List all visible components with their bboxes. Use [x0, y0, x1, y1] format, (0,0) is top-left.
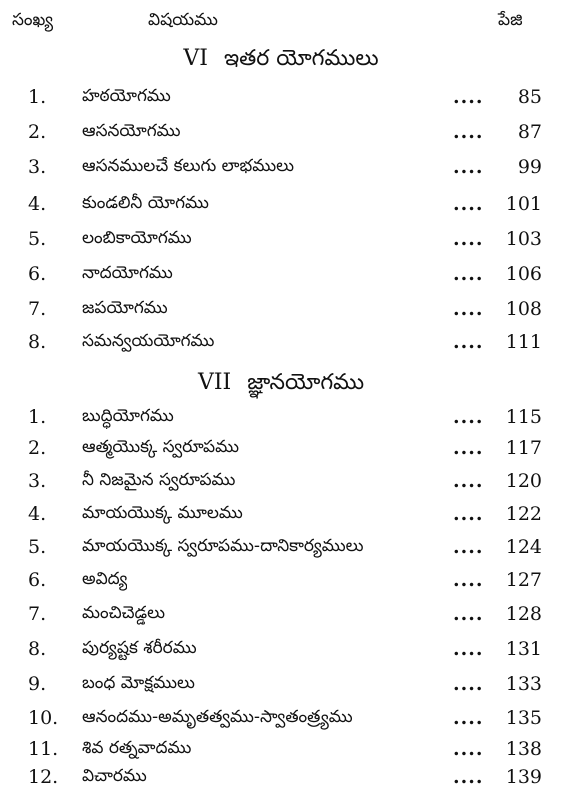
- entry-leader-dots: ....: [453, 470, 484, 492]
- toc-entry: [0, 766, 562, 800]
- entry-title: ఆసనములచే కలుగు లాభములు: [82, 156, 295, 176]
- entry-number: 1.: [28, 406, 47, 428]
- entry-title: ఆసనయోగము: [82, 121, 181, 141]
- entry-number: 4.: [28, 503, 47, 525]
- entry-leader-dots: ....: [453, 437, 484, 459]
- entry-page-number: 106: [505, 263, 542, 285]
- entry-page-number: 111: [505, 331, 542, 353]
- entry-page-number: 127: [505, 569, 542, 591]
- toc-entry: [0, 638, 562, 672]
- entry-leader-dots: ....: [453, 121, 484, 143]
- toc-entry: [0, 406, 562, 440]
- entry-title: జపయోగము: [82, 298, 168, 318]
- toc-entry: [0, 228, 562, 262]
- entry-page-number: 139: [505, 766, 542, 788]
- entry-title: నీ నిజమైన స్వరూపము: [82, 470, 236, 490]
- entry-leader-dots: ....: [453, 86, 484, 108]
- entry-title: లంబికాయోగము: [82, 228, 192, 248]
- entry-number: 7.: [28, 603, 47, 625]
- entry-page-number: 131: [505, 638, 542, 660]
- entry-number: 6.: [28, 263, 47, 285]
- toc-entry: [0, 331, 562, 365]
- entry-number: 8.: [28, 331, 47, 353]
- entry-page-number: 138: [505, 738, 542, 760]
- entry-page-number: 124: [505, 536, 542, 558]
- section-heading-vi: [0, 46, 562, 76]
- entry-page-number: 99: [517, 156, 542, 178]
- toc-entry: [0, 263, 562, 297]
- entry-page-number: 103: [505, 228, 542, 250]
- toc-entry: [0, 193, 562, 227]
- toc-entry: [0, 437, 562, 471]
- entry-leader-dots: ....: [453, 331, 484, 353]
- entry-title: బుద్ధియోగము: [82, 406, 174, 426]
- entry-number: 5.: [28, 228, 47, 250]
- column-header-number: సంఖ్య: [12, 10, 53, 30]
- entry-number: 4.: [28, 193, 47, 215]
- toc-entry: [0, 503, 562, 537]
- entry-number: 11.: [28, 738, 59, 760]
- entry-page-number: 85: [517, 86, 542, 108]
- entry-title: సమన్వయయోగము: [82, 331, 215, 351]
- column-header-page: పేజి: [498, 10, 523, 30]
- section-title-text: జ్ఞానయోగము: [247, 370, 365, 395]
- entry-leader-dots: ....: [453, 193, 484, 215]
- entry-title: ఆనందము-అమృతత్వము-స్వాతంత్ర్యము: [82, 707, 353, 727]
- column-header-subject: విషయము: [148, 10, 218, 30]
- entry-title: ఆత్మయొక్క స్వరూపము: [82, 437, 239, 457]
- entry-leader-dots: ....: [453, 707, 484, 729]
- toc-entry: [0, 298, 562, 332]
- toc-entry: [0, 470, 562, 504]
- entry-leader-dots: ....: [453, 569, 484, 591]
- entry-title: మంచిచెడ్డలు: [82, 603, 166, 623]
- entry-title: విచారము: [82, 766, 147, 786]
- entry-leader-dots: ....: [453, 406, 484, 428]
- entry-title: హఠయోగము: [82, 86, 171, 106]
- entry-number: 2.: [28, 121, 47, 143]
- entry-leader-dots: ....: [453, 228, 484, 250]
- entry-number: 9.: [28, 673, 47, 695]
- entry-number: 7.: [28, 298, 47, 320]
- toc-entry: [0, 156, 562, 190]
- entry-title: మాయయొక్క స్వరూపము-దానికార్యములు: [82, 536, 364, 556]
- entry-number: 10.: [28, 707, 59, 729]
- entry-number: 1.: [28, 86, 47, 108]
- entry-leader-dots: ....: [453, 738, 484, 760]
- entry-title: పుర్యష్టక శరీరము: [82, 638, 197, 658]
- entry-leader-dots: ....: [453, 503, 484, 525]
- toc-entry: [0, 707, 562, 741]
- entry-leader-dots: ....: [453, 766, 484, 788]
- entry-title: నాదయోగము: [82, 263, 173, 283]
- entry-title: బంధ మోక్షములు: [82, 673, 195, 693]
- entry-page-number: 117: [505, 437, 542, 459]
- entry-title: మాయయొక్క మూలము: [82, 503, 243, 523]
- entry-number: 2.: [28, 437, 47, 459]
- entry-page-number: 122: [505, 503, 542, 525]
- entry-number: 8.: [28, 638, 47, 660]
- toc-entry: [0, 673, 562, 707]
- entry-page-number: 108: [505, 298, 542, 320]
- entry-leader-dots: ....: [453, 638, 484, 660]
- toc-entry: [0, 603, 562, 637]
- entry-page-number: 133: [505, 673, 542, 695]
- entry-page-number: 120: [505, 470, 542, 492]
- toc-entry: [0, 569, 562, 603]
- entry-leader-dots: ....: [453, 603, 484, 625]
- toc-entry: [0, 86, 562, 120]
- column-header: [0, 10, 562, 36]
- section-roman-numeral: VI: [183, 46, 208, 71]
- entry-leader-dots: ....: [453, 536, 484, 558]
- section-roman-numeral: VII: [197, 370, 232, 395]
- toc-entry: [0, 121, 562, 155]
- entry-page-number: 115: [505, 406, 542, 428]
- entry-number: 3.: [28, 470, 47, 492]
- toc-entry: [0, 536, 562, 570]
- entry-page-number: 135: [505, 707, 542, 729]
- section-title-text: ఇతర యోగములు: [223, 46, 379, 71]
- entry-page-number: 87: [517, 121, 542, 143]
- entry-number: 12.: [28, 766, 59, 788]
- entry-title: శివ రత్నవాదము: [82, 738, 192, 758]
- entry-page-number: 128: [505, 603, 542, 625]
- entry-title: కుండలినీ యోగము: [82, 193, 209, 213]
- entry-number: 6.: [28, 569, 47, 591]
- section-heading-vii: [0, 370, 562, 400]
- entry-leader-dots: ....: [453, 156, 484, 178]
- entry-leader-dots: ....: [453, 673, 484, 695]
- entry-number: 3.: [28, 156, 47, 178]
- entry-leader-dots: ....: [453, 263, 484, 285]
- entry-leader-dots: ....: [453, 298, 484, 320]
- entry-title: అవిద్య: [82, 569, 128, 589]
- entry-number: 5.: [28, 536, 47, 558]
- entry-page-number: 101: [505, 193, 542, 215]
